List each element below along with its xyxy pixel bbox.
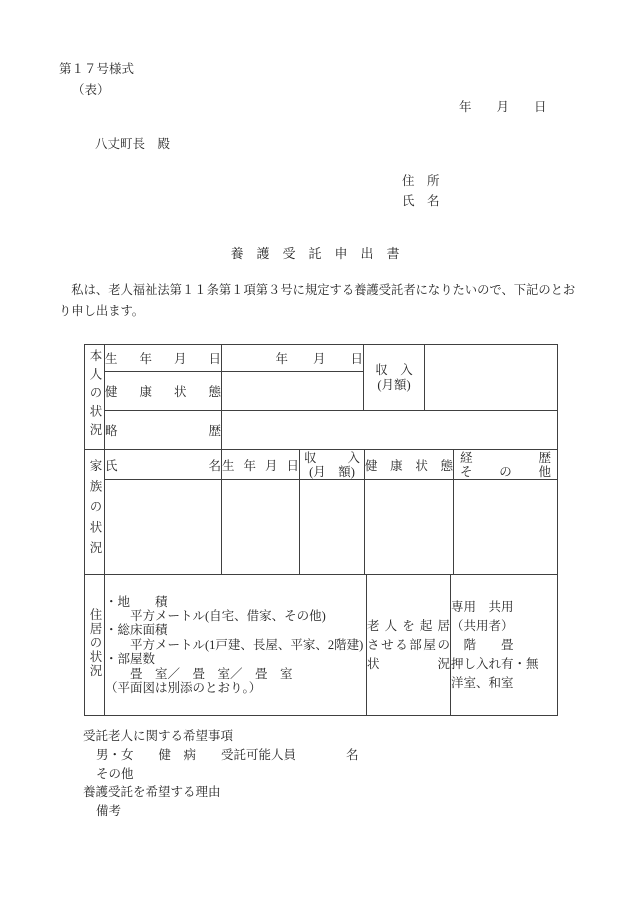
income-label-line1: 収 入	[375, 362, 413, 377]
housing-detail-line: ・部屋数	[105, 652, 156, 667]
family-section-label	[85, 450, 105, 575]
room-usage-line: 押し入れ有・無	[451, 656, 539, 671]
front-side-label: （表）	[72, 83, 110, 97]
elder-room-line: 状 況	[367, 656, 450, 671]
family-section-label-text: 家族の状況	[88, 458, 102, 562]
person-status-section	[84, 344, 558, 450]
family-career-header	[454, 450, 558, 480]
family-status-section	[84, 449, 558, 575]
elder-room-line: 老 人 を 起 居	[367, 618, 450, 633]
family-career-field	[454, 480, 558, 575]
health-status-value-cell	[222, 372, 364, 411]
intro-paragraph	[59, 280, 575, 321]
family-income-line1: 収 入	[304, 450, 360, 465]
intro-line-1: 私は、老人福祉法第１１条第１項第３号に規定する養護受託者になりたいので、下記のとお	[59, 283, 576, 297]
room-usage-line: （共用者）	[451, 618, 514, 633]
housing-status-section	[84, 574, 558, 716]
family-birth-field	[222, 480, 300, 575]
housing-section-label-text: 住居の状況	[88, 608, 102, 678]
elder-room-line: させる部屋の	[367, 637, 450, 652]
date-line: 年 月 日	[459, 100, 547, 114]
career-history-value-cell	[222, 411, 558, 450]
housing-detail-line: 平方メートル(自宅、借家、その他)	[105, 608, 326, 623]
birth-date-value-cell: 年 月 日	[222, 345, 364, 372]
form-number: 第１７号様式	[59, 62, 135, 76]
housing-detail-line: ・地 積	[105, 594, 168, 609]
family-name-header: 氏 名	[105, 450, 222, 480]
room-usage-line: 専用 共用	[451, 599, 514, 614]
family-career-line1: 経 歴	[460, 450, 551, 465]
family-income-field	[300, 480, 365, 575]
room-usage-line: 階 畳	[451, 637, 514, 652]
housing-details-cell	[105, 575, 367, 716]
family-income-line2: (月 額)	[309, 464, 355, 479]
status-table	[84, 344, 558, 716]
income-monthly-label-cell	[364, 345, 425, 411]
addressee: 八丈町長 殿	[95, 137, 171, 151]
room-usage-line: 洋室、和室	[451, 675, 514, 690]
family-income-header	[300, 450, 365, 480]
person-section-label	[85, 345, 105, 450]
birth-date-label-cell: 生 年 月 日	[105, 345, 222, 372]
family-birth-header: 生 年 月 日	[222, 450, 300, 480]
family-career-line2: そ の 他	[460, 464, 551, 479]
footer-notes	[83, 727, 359, 821]
other-label: その他	[96, 766, 134, 781]
person-section-label-text: 本人の状況	[88, 348, 102, 442]
wishes-title: 受託老人に関する希望事項	[83, 729, 234, 743]
elder-room-status-cell	[367, 575, 451, 716]
housing-detail-line: （平面図は別添のとおり。）	[105, 681, 262, 696]
address-label: 住 所	[402, 174, 440, 188]
name-label: 氏 名	[402, 194, 440, 208]
intro-line-2: り申し出ます。	[59, 303, 145, 318]
reason-label: 養護受託を希望する理由	[83, 785, 221, 800]
income-label-line2: (月額)	[377, 377, 411, 392]
remarks-label: 備考	[96, 804, 122, 819]
wishes-detail: 男・女 健 病 受託可能人員 名	[96, 747, 359, 762]
form-title: 養 護 受 託 申 出 書	[230, 246, 400, 261]
room-usage-cell	[451, 575, 558, 716]
health-status-label-cell: 健 康 状 態	[105, 372, 222, 411]
career-history-label-cell: 略 歴	[105, 411, 222, 450]
family-health-field	[365, 480, 454, 575]
housing-detail-line: 平方メートル(1戸建、長屋、平家、2階建)	[105, 637, 364, 652]
family-name-field	[105, 480, 222, 575]
housing-detail-line: ・総床面積	[105, 623, 168, 638]
housing-section-label	[85, 575, 105, 716]
housing-detail-line: 畳 室／ 畳 室／ 畳 室	[105, 666, 293, 681]
income-monthly-value-cell	[425, 345, 558, 411]
family-health-header: 健 康 状 態	[365, 450, 454, 480]
